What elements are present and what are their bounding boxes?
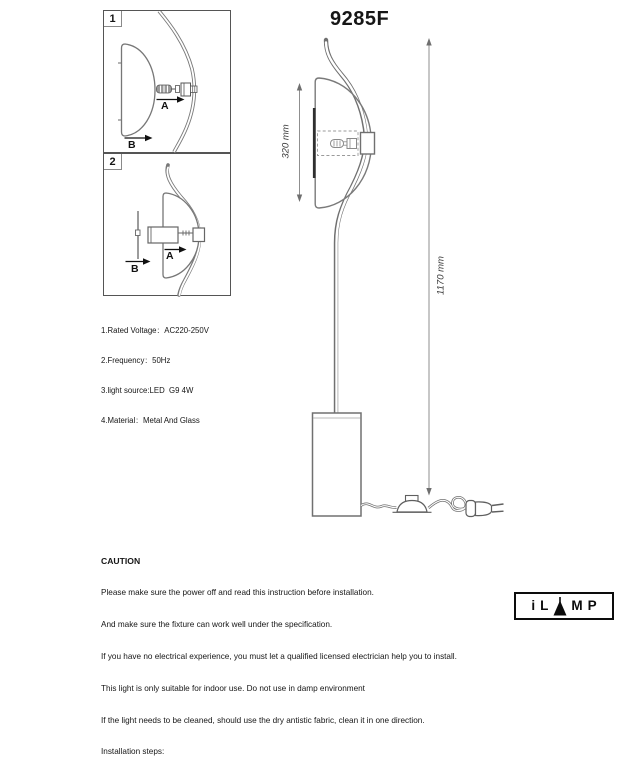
step-2-illustration [104,154,232,297]
logo-letter: i [531,598,536,614]
step-2-label-b: B [131,263,139,275]
step-1-illustration [104,11,232,154]
step-1-shade [118,44,155,136]
step-1-label-a: A [161,100,169,112]
shade-height-dimension: 320 mm [280,124,292,159]
lamp-stem [326,40,366,413]
spec-line: 4.Material：Metal And Glass [101,416,200,425]
lamp-base [313,413,362,516]
step-1-label-b: B [128,139,136,151]
spec-line: 2.Frequency：50Hz [101,356,171,365]
socket-block [361,133,375,155]
dimension-line-320 [297,83,302,202]
spec-line: 3.light source:LED G9 4W [101,386,194,395]
caution-line: Please make sure the power off and read this instruction before installation. [101,588,374,598]
caution-line: If you have no electrical experience, you must let a qualified licensed electrician help you to install. [101,651,457,661]
specifications [101,306,209,436]
caution-line: Installation steps: [101,747,165,757]
step-1-box [103,10,231,153]
model-number-title: 9285F [330,8,390,30]
power-plug [466,501,504,517]
bulb-compartment [318,131,359,156]
caution-heading: CAUTION [101,556,141,567]
foot-switch [393,496,432,513]
step-1-bulb-assembly [157,83,198,96]
ilamp-logo [514,592,614,620]
spec-line: 1.Rated Voltage：AC220-250V [101,326,209,335]
total-height-dimension: 1170 mm [435,256,447,295]
step-2-number: 2 [104,154,122,170]
logo-letter: P [587,598,597,614]
caution-line: If the light needs to be cleaned, should use the dry antistic fabric, clean it in one direction. [101,715,425,725]
caution-line: This light is only suitable for indoor use. Do not use in damp environment [101,683,365,693]
step-2-holder-cylinder [148,227,178,243]
dimension-line-1170 [426,38,431,496]
step-2-label-a: A [166,250,174,262]
caution-block [101,535,457,768]
step-1-number: 1 [104,11,122,27]
step-1-stem [159,11,194,152]
logo-letter: L [540,598,549,614]
caution-line: And make sure the fixture can work well under the specification. [101,620,333,630]
step-2-glass-disc [136,211,141,259]
logo-letter: M [571,598,583,614]
step-2-box [103,153,231,296]
logo-lamp-icon [552,597,568,616]
